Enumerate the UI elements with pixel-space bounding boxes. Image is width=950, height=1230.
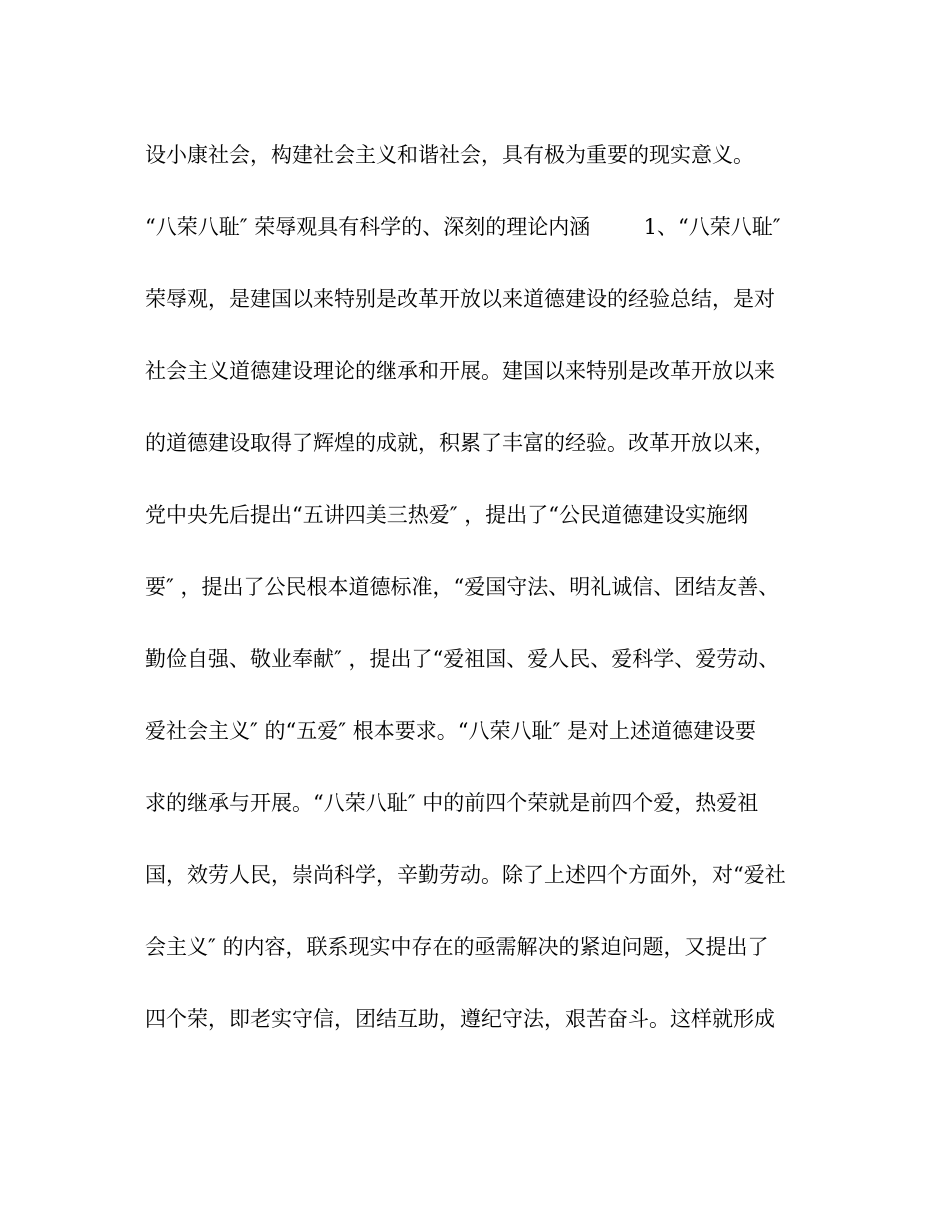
body-text-line: “八荣八耻″ 荣辱观具有科学的、深刻的理论内涵 1、“八荣八耻″ [145,215,781,239]
body-text-line: 的道德建设取得了辉煌的成就，积累了丰富的经验。改革开放以来， [145,431,775,455]
body-text-line: 要″ ，提出了公民根本道德标准，“爱国守法、明礼诚信、团结友善、 [145,575,780,599]
body-text-line: 荣辱观，是建国以来特别是改革开放以来道德建设的经验总结，是对 [145,287,775,311]
body-text-line: 会主义″ 的内容，联系现实中存在的亟需解决的紧迫问题，又提出了 [145,935,769,959]
body-text-line: 国，效劳人民，崇尚科学，辛勤劳动。除了上述四个方面外，对“爱社 [145,863,786,887]
body-text-line: 勤俭自强、敬业奉献″ ，提出了“爱祖国、爱人民、爱科学、爱劳动、 [145,647,780,671]
body-text-line: 设小康社会，构建社会主义和谐社会，具有极为重要的现实意义。 [145,143,754,167]
body-text-line: 党中央先后提出“五讲四美三热爱″ ，提出了“公民道德建设实施纲 [145,503,748,527]
body-text-line: 社会主义道德建设理论的继承和开展。建国以来特别是改革开放以来 [145,359,775,383]
body-text-line: 爱社会主义″ 的“五爱″ 根本要求。“八荣八耻″ 是对上述道德建设要 [145,719,757,743]
body-text-line: 四个荣，即老实守信，团结互助，遵纪守法，艰苦奋斗。这样就形成 [145,1007,775,1031]
body-text-line: 求的继承与开展。“八荣八耻″ 中的前四个荣就是前四个爱，热爱祖 [145,791,759,815]
